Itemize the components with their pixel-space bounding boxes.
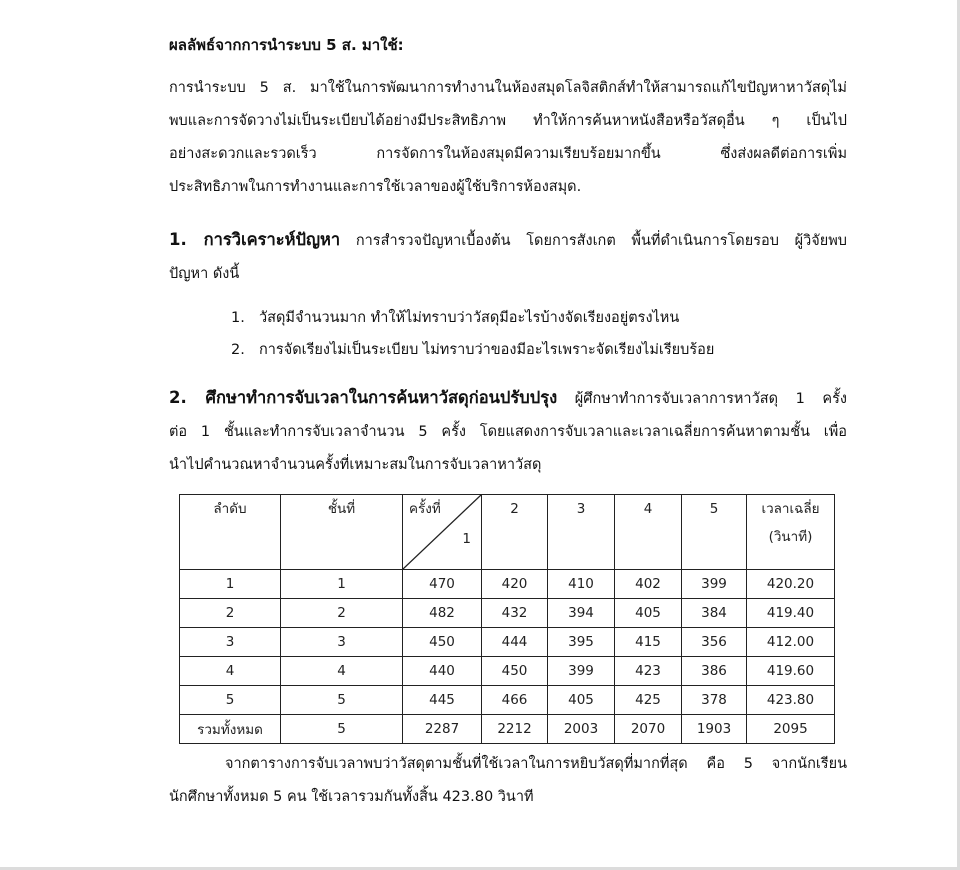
cell-average: 412.00 — [747, 628, 835, 657]
intro-line: อย่างสะดวกและรวดเร็ว การจัดการในห้องสมุดมีความเรียบร้อยมากขึ้น ซึ่งส่งผลดีต่อการเพิ่ม — [169, 146, 847, 162]
section-1-line — [169, 223, 847, 258]
cell-shelf: 1 — [281, 570, 403, 599]
cell-round-5: 386 — [682, 657, 747, 686]
header-round-2: 2 — [482, 495, 548, 570]
table-row — [180, 570, 835, 599]
cell-round-3: 395 — [548, 628, 615, 657]
header-round-5: 5 — [682, 495, 747, 570]
header-average — [747, 495, 835, 570]
cell-round-4: 423 — [615, 657, 682, 686]
cell-round-1: 445 — [403, 686, 482, 715]
cell-round-1: 482 — [403, 599, 482, 628]
cell-round-4: 402 — [615, 570, 682, 599]
section-2-line — [169, 381, 847, 416]
section-1-title: 1. การวิเคราะห์ปัญหา — [169, 230, 341, 249]
cell-round-4: 415 — [615, 628, 682, 657]
cell-shelf: 4 — [281, 657, 403, 686]
cell-round-3: 399 — [548, 657, 615, 686]
cell-average: 420.20 — [747, 570, 835, 599]
cell-round-2: 450 — [482, 657, 548, 686]
section-2-paragraph — [169, 381, 847, 482]
total-round-5: 1903 — [682, 715, 747, 744]
timing-table — [179, 494, 835, 744]
total-label: รวมทั้งหมด — [180, 715, 281, 744]
section-2-text: ผู้ศึกษาทำการจับเวลาการหาวัสดุ 1 ครั้ง — [557, 391, 847, 407]
header-round-1: 1 — [462, 531, 471, 547]
cell-round-2: 432 — [482, 599, 548, 628]
cell-round-1: 470 — [403, 570, 482, 599]
cell-round-2: 420 — [482, 570, 548, 599]
cell-round-4: 425 — [615, 686, 682, 715]
total-shelf: 5 — [281, 715, 403, 744]
closing-paragraph — [169, 748, 847, 814]
table-row — [180, 628, 835, 657]
header-average-line2: (วินาที) — [768, 529, 813, 545]
section-2-line: นำไปคำนวณหาจำนวนครั้งที่เหมาะสมในการจับเวลาหาวัสดุ — [169, 457, 542, 473]
list-item — [231, 302, 714, 334]
list-number: 2. — [231, 342, 245, 358]
header-round-4: 4 — [615, 495, 682, 570]
cell-order: 3 — [180, 628, 281, 657]
cell-round-2: 466 — [482, 686, 548, 715]
header-round-3: 3 — [548, 495, 615, 570]
list-number: 1. — [231, 310, 245, 326]
header-shelf: ชั้นที่ — [281, 495, 403, 570]
total-round-2: 2212 — [482, 715, 548, 744]
cell-round-3: 410 — [548, 570, 615, 599]
cell-average: 419.40 — [747, 599, 835, 628]
intro-line: ประสิทธิภาพในการทำงานและการใช้เวลาของผู้ใช้บริการห้องสมุด. — [169, 179, 582, 195]
cell-round-5: 399 — [682, 570, 747, 599]
intro-line: การนำระบบ 5 ส. มาใช้ในการพัฒนาการทำงานในห้องสมุดโลจิสติกส์ทำให้สามารถแก้ไขปัญหาหาวัสดุไม่ — [169, 80, 847, 96]
header-round-diagonal — [403, 495, 482, 570]
table-row — [180, 657, 835, 686]
cell-average: 423.80 — [747, 686, 835, 715]
total-average: 2095 — [747, 715, 835, 744]
closing-line: จากตารางการจับเวลาพบว่าวัสดุตามชั้นที่ใช้เวลาในการหยิบวัสดุที่มากที่สุด คือ 5 จากนักเรียน — [225, 756, 847, 772]
cell-round-1: 440 — [403, 657, 482, 686]
cell-round-5: 356 — [682, 628, 747, 657]
problem-list — [231, 302, 714, 366]
section-2-title: 2. ศึกษาทำการจับเวลาในการค้นหาวัสดุก่อนปรับปรุง — [169, 388, 558, 407]
cell-round-2: 444 — [482, 628, 548, 657]
cell-shelf: 3 — [281, 628, 403, 657]
cell-shelf: 2 — [281, 599, 403, 628]
total-round-3: 2003 — [548, 715, 615, 744]
intro-line: พบและการจัดวางไม่เป็นระเบียบได้อย่างมีประสิทธิภาพ ทำให้การค้นหาหนังสือหรือวัสดุอื่น ๆ เป็นไป — [169, 113, 847, 129]
header-average-line1: เวลาเฉลี่ย — [761, 501, 820, 517]
cell-round-3: 405 — [548, 686, 615, 715]
section-2-line: ต่อ 1 ชั้นและทำการจับเวลาจำนวน 5 ครั้ง โดยแสดงการจับเวลาและเวลาเฉลี่ยการค้นหาตามชั้น เพื่อ — [169, 424, 847, 440]
section-1-paragraph — [169, 223, 847, 291]
total-round-1: 2287 — [403, 715, 482, 744]
cell-round-3: 394 — [548, 599, 615, 628]
table-total-row — [180, 715, 835, 744]
cell-order: 5 — [180, 686, 281, 715]
section-1-line: ปัญหา ดังนี้ — [169, 266, 240, 282]
section-1-text: การสำรวจปัญหาเบื้องต้น โดยการสังเกต พื้นที่ดำเนินการโดยรอบ ผู้วิจัยพบ — [340, 233, 848, 249]
table-header-row — [180, 495, 835, 570]
total-round-4: 2070 — [615, 715, 682, 744]
table-row — [180, 686, 835, 715]
cell-round-5: 384 — [682, 599, 747, 628]
cell-round-4: 405 — [615, 599, 682, 628]
cell-round-5: 378 — [682, 686, 747, 715]
cell-order: 4 — [180, 657, 281, 686]
header-round-label: ครั้งที่ — [409, 501, 441, 517]
table-row — [180, 599, 835, 628]
header-order: ลำดับ — [180, 495, 281, 570]
list-text: การจัดเรียงไม่เป็นระเบียบ ไม่ทราบว่าของมีอะไรเพราะจัดเรียงไม่เรียบร้อย — [259, 342, 715, 358]
list-item — [231, 334, 714, 366]
cell-shelf: 5 — [281, 686, 403, 715]
closing-line: นักศึกษาทั้งหมด 5 คน ใช้เวลารวมกันทั้งสิ้น 423.80 วินาที — [169, 789, 534, 805]
cell-average: 419.60 — [747, 657, 835, 686]
cell-round-1: 450 — [403, 628, 482, 657]
results-heading: ผลลัพธ์จากการนำระบบ 5 ส. มาใช้: — [169, 36, 404, 54]
cell-order: 2 — [180, 599, 281, 628]
cell-order: 1 — [180, 570, 281, 599]
list-text: วัสดุมีจำนวนมาก ทำให้ไม่ทราบว่าวัสดุมีอะไรบ้างจัดเรียงอยู่ตรงไหน — [259, 310, 680, 326]
intro-paragraph — [169, 72, 847, 204]
